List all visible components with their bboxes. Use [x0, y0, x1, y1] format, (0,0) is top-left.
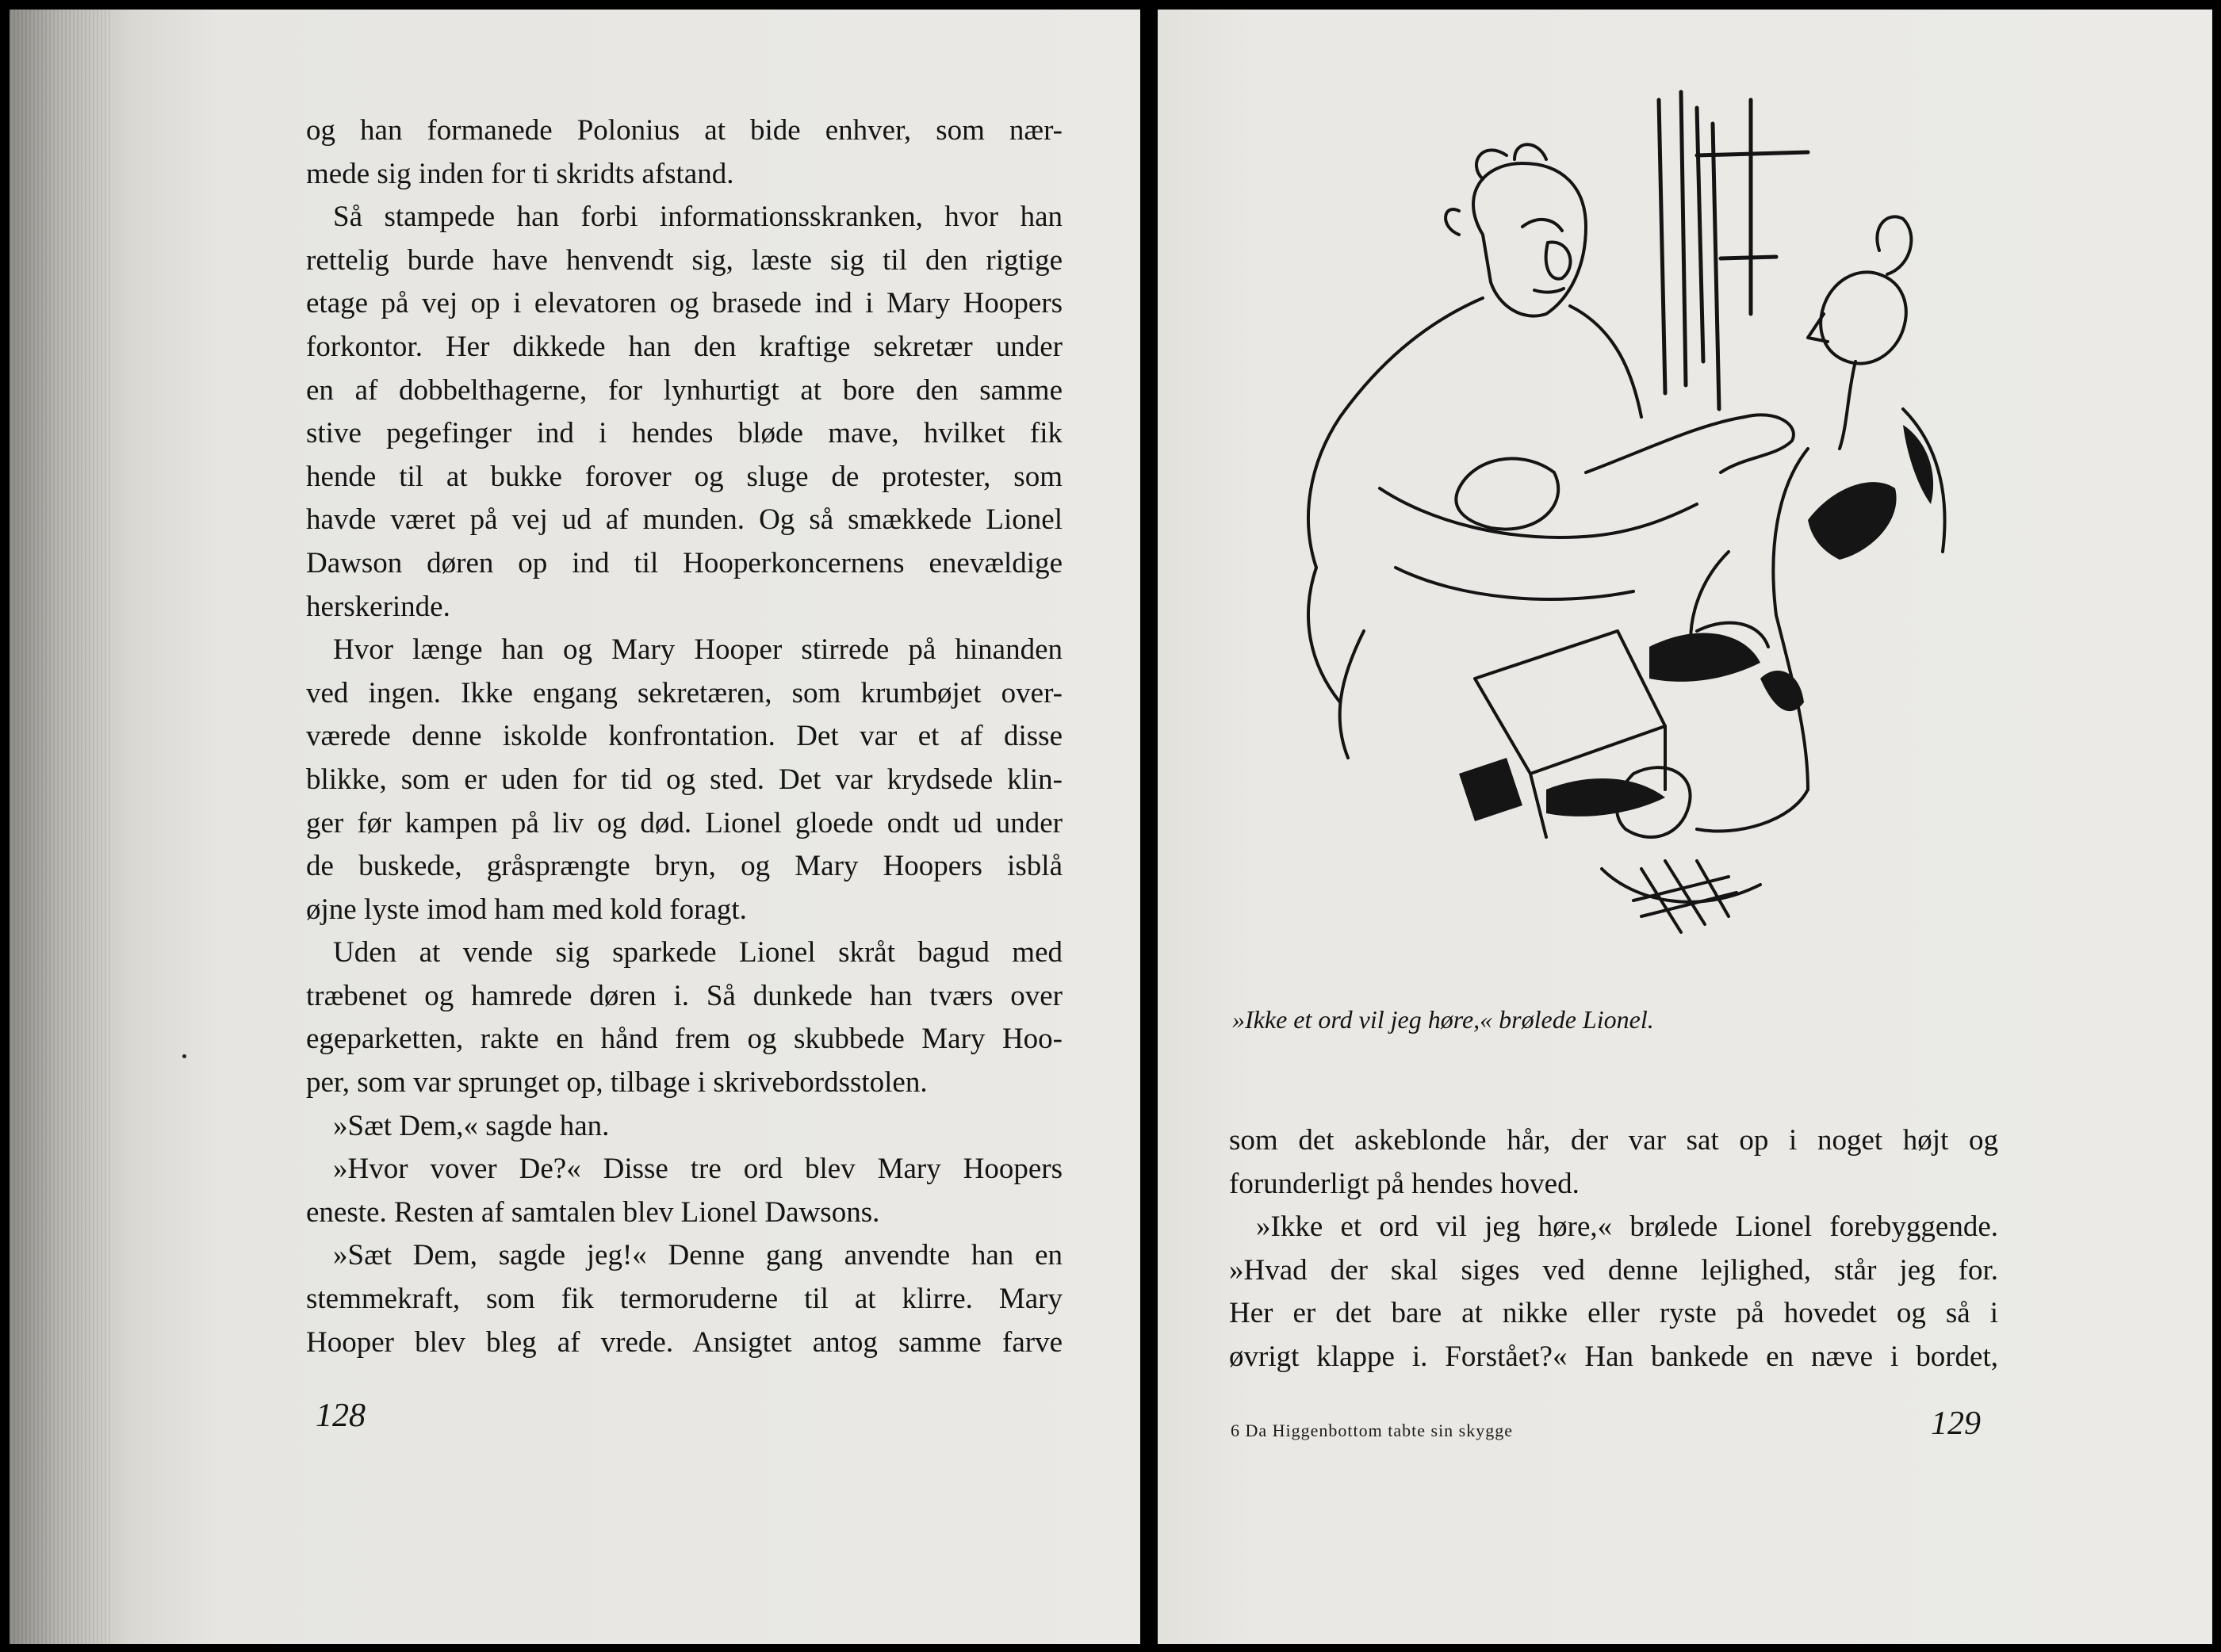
text-line: Dawson døren op ind til Hooperkoncernens enevældige: [306, 546, 1063, 579]
text-line: »Sæt Dem, sagde jeg!« Denne gang anvendte han en: [333, 1239, 1063, 1272]
text-line: herskerinde.: [306, 590, 450, 623]
text-line: ved ingen. Ikke engang sekretæren, som krumbøjet over-: [306, 676, 1063, 709]
text-line: øvrigt klappe i. Forstået?« Han bankede en næve i bordet,: [1229, 1340, 1998, 1373]
text-line: Uden at vende sig sparkede Lionel skråt bagud med: [333, 936, 1063, 969]
text-line: egeparketten, rakte en hånd frem og skubbede Mary Hoo-: [306, 1023, 1063, 1056]
text-line: »Hvor vover De?« Disse tre ord blev Mary Hoopers: [333, 1153, 1063, 1186]
illustration-confrontation: [1221, 76, 1982, 980]
text-line: blikke, som er uden for tid og sted. Det var krydsede klin-: [306, 763, 1063, 796]
page-number: 129: [1931, 1405, 1981, 1442]
right-page-body: [1229, 1119, 1998, 1379]
text-line: stemmekraft, som fik termoruderne til at klirre. Mary: [306, 1283, 1063, 1316]
right-page: [1158, 10, 2212, 1644]
text-line: en af dobbelthagerne, for lynhurtigt at bore den samme: [306, 373, 1063, 407]
text-line: per, som var sprunget op, tilbage i skrivebordsstolen.: [306, 1066, 928, 1099]
text-line: Hooper blev bleg af vrede. Ansigtet antog samme farve: [306, 1325, 1063, 1359]
text-line: de buskede, gråsprængte bryn, og Mary Hoopers isblå: [306, 850, 1063, 883]
text-line: eneste. Resten af samtalen blev Lionel Dawsons.: [306, 1195, 880, 1229]
window-frame: [1659, 92, 1808, 409]
ink-shading: [1459, 425, 1933, 821]
page-number: 128: [316, 1398, 366, 1434]
text-line: stive pegefinger ind i hendes bløde mave, hvilket fik: [306, 417, 1063, 450]
text-line: ger før kampen på liv og død. Lionel gloede ondt ud under: [306, 806, 1063, 839]
text-line: hende til at bukke forover og sluge de protester, som: [306, 460, 1063, 493]
text-line: havde været på vej ud af munden. Og så smækkede Lionel: [306, 503, 1063, 537]
text-line: »Sæt Dem,« sagde han.: [333, 1109, 610, 1142]
text-line: »Ikke et ord vil jeg høre,« brølede Lionel forebyggende.: [1256, 1210, 1998, 1244]
text-line: forkontor. Her dikkede han den kraftige sekretær under: [306, 330, 1063, 363]
text-line: »Hvad der skal siges ved denne lejlighed, står jeg for.: [1229, 1253, 1998, 1287]
text-line: øjne lyste imod ham med kold foragt.: [306, 893, 747, 926]
text-line: etage på vej op i elevatoren og brasede ind i Mary Hoopers: [306, 287, 1063, 320]
signature-footer: 6 Da Higgenbottom tabte sin skygge: [1231, 1421, 1514, 1440]
text-line: træbenet og hamrede døren i. Så dunkede han tværs over: [306, 979, 1063, 1012]
text-line: værede denne iskolde konfrontation. Det var et af disse: [306, 720, 1063, 753]
text-line: forunderligt på hendes hoved.: [1229, 1167, 1580, 1200]
text-line: mede sig inden for ti skridts afstand.: [306, 157, 734, 190]
text-line: Hvor længe han og Mary Hooper stirrede på hinanden: [333, 633, 1063, 667]
left-page: [10, 10, 1140, 1644]
text-line: Her er det bare at nikke eller ryste på hovedet og så i: [1229, 1297, 1998, 1330]
illustration-caption: »Ikke et ord vil jeg høre,« brølede Lionel.: [1232, 1005, 1654, 1034]
text-line: rettelig burde have henvendt sig, læste sig til den rigtige: [306, 243, 1063, 277]
left-page-body: [306, 109, 1063, 1364]
page-speck: [182, 1054, 186, 1058]
page-edge-shadow: [10, 10, 113, 1644]
text-line: og han formanede Polonius at bide enhver, som nær-: [306, 114, 1063, 147]
text-line: Så stampede han forbi informationsskranken, hvor han: [333, 201, 1063, 234]
text-line: som det askeblonde hår, der var sat op i noget højt og: [1229, 1124, 1998, 1157]
